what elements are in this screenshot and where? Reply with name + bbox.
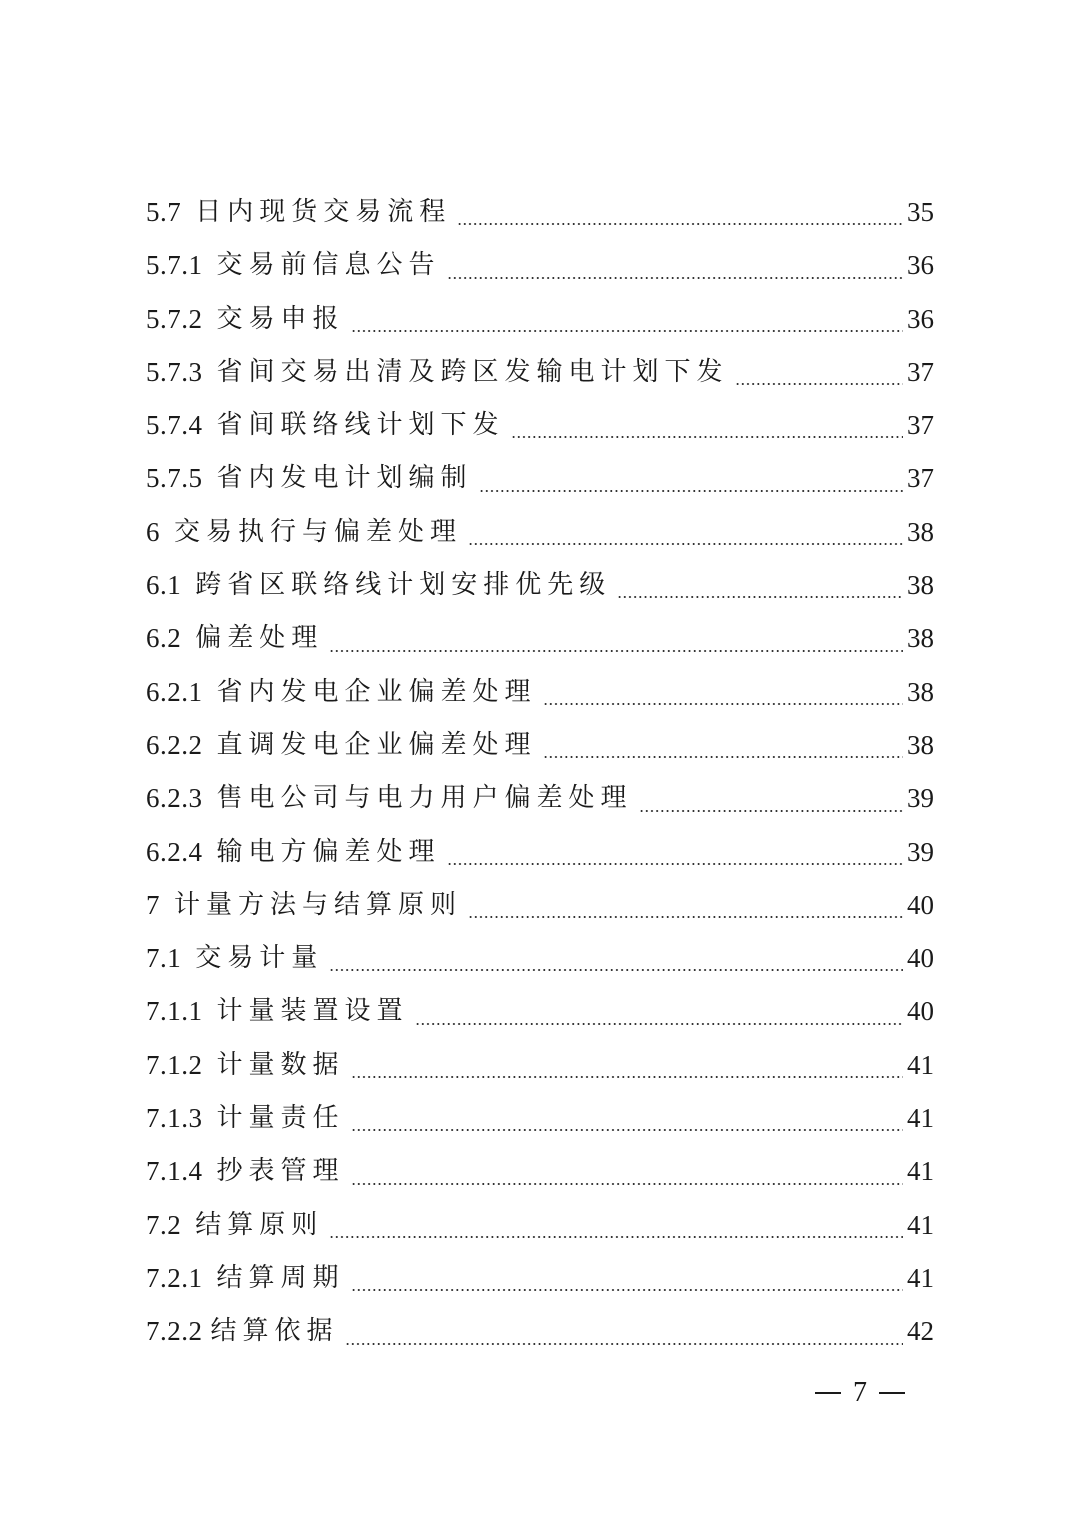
toc-entry[interactable] [146,239,934,292]
em-dash-right [879,1392,905,1394]
toc-entry-title: 交易申报 [216,303,345,334]
toc-entry-page: 41 [907,1262,934,1293]
toc-entry-page: 38 [907,570,934,601]
toc-entry-page: 40 [907,889,934,920]
toc-entry-number: 7.1.2 [146,1049,203,1080]
toc-dot-leader [447,277,903,279]
toc-entry-number: 5.7.1 [146,250,203,281]
toc-entry-page: 37 [907,463,934,494]
toc-entry-number: 7.2.1 [146,1262,203,1293]
toc-entry-title: 计量装置设置 [216,996,409,1027]
toc-entry-number: 7.1 [146,943,182,974]
toc-entry-title: 省间联络线计划下发 [216,410,505,441]
toc-entry-page: 41 [907,1209,934,1240]
toc-dot-leader [479,490,903,492]
toc-entry-number: 6.2 [146,623,182,654]
toc-dot-leader [617,596,903,598]
toc-entry[interactable] [146,985,934,1038]
toc-entry[interactable] [146,879,934,932]
toc-entry-page: 41 [907,1156,934,1187]
toc-entry-page: 40 [907,996,934,1027]
toc-entry[interactable] [146,1145,934,1198]
toc-entry-page: 40 [907,943,934,974]
toc-entry-title: 省间交易出清及跨区发输电计划下发 [216,356,729,387]
toc-dot-leader [415,1023,903,1025]
toc-entry-page: 38 [907,516,934,547]
toc-entry-title: 日内现货交易流程 [195,197,452,227]
toc-dot-leader [511,436,903,438]
toc-entry-number: 7.1.4 [146,1156,203,1187]
toc-entry-number: 7.2 [146,1209,182,1240]
toc-entry[interactable] [146,1092,934,1145]
em-dash-left [815,1392,841,1394]
toc-entry-number: 7.2.2 [146,1316,203,1347]
toc-entry[interactable] [146,1199,934,1252]
toc-dot-leader [329,650,903,652]
toc-entry[interactable] [146,452,934,505]
toc-entry-title: 偏差处理 [195,623,324,654]
toc-entry-page: 36 [907,303,934,334]
toc-entry-page: 36 [907,250,934,281]
toc-entry-number: 5.7.2 [146,303,203,334]
toc-dot-leader [457,223,903,225]
toc-dot-leader [543,703,903,705]
toc-entry-number: 5.7 [146,197,182,227]
toc-dot-leader [345,1343,903,1345]
page-number-footer [800,1373,920,1413]
toc-entry[interactable] [146,772,934,825]
toc-entry-title: 省内发电计划编制 [216,463,473,494]
toc-entry-title: 售电公司与电力用户偏差处理 [216,783,633,814]
toc-entry-page: 37 [907,410,934,441]
toc-dot-leader [543,756,903,758]
toc-entry-number: 6 [146,516,160,547]
toc-entry-title: 计量数据 [216,1049,345,1080]
toc-entry-title: 计量责任 [216,1103,345,1134]
toc-entry-title: 交易执行与偏差处理 [174,516,463,547]
toc-entry-number: 6.2.2 [146,729,203,760]
toc-dot-leader [468,543,903,545]
toc-entry[interactable] [146,559,934,612]
toc-entry[interactable] [146,399,934,452]
toc-entry-title: 结算依据 [210,1316,339,1347]
toc-entry-title: 结算原则 [195,1209,324,1240]
toc-entry[interactable] [146,186,934,239]
toc-dot-leader [351,1129,903,1131]
toc-dot-leader [351,1289,903,1291]
toc-entry-number: 5.7.3 [146,356,203,387]
page-number: 7 [853,1377,867,1408]
toc-dot-leader [329,1236,903,1238]
toc-entry-page: 38 [907,676,934,707]
toc-entry[interactable] [146,1039,934,1092]
toc-entry-page: 41 [907,1103,934,1134]
toc-entry-page: 39 [907,836,934,867]
toc-entry-number: 6.1 [146,570,182,601]
toc-entry[interactable] [146,346,934,399]
toc-entry-page: 41 [907,1049,934,1080]
toc-dot-leader [447,863,903,865]
toc-entry[interactable] [146,666,934,719]
toc-entry-number: 7.1.1 [146,996,203,1027]
toc-entry-number: 6.2.1 [146,676,203,707]
toc-entry-title: 省内发电企业偏差处理 [216,676,537,707]
toc-entry-title: 结算周期 [216,1262,345,1293]
toc-entry-number: 7.1.3 [146,1103,203,1134]
toc-entry-page: 37 [907,356,934,387]
toc-dot-leader [468,916,903,918]
toc-entry-page: 42 [907,1316,934,1347]
table-of-contents [146,186,934,1359]
toc-dot-leader [735,383,903,385]
toc-entry-title: 输电方偏差处理 [216,836,441,867]
toc-entry-number: 6.2.3 [146,783,203,814]
toc-entry-title: 跨省区联络线计划安排优先级 [195,570,612,601]
toc-entry-page: 39 [907,783,934,814]
toc-entry-page: 38 [907,623,934,654]
toc-entry-number: 6.2.4 [146,836,203,867]
toc-dot-leader [351,330,903,332]
toc-entry-number: 5.7.5 [146,463,203,494]
toc-dot-leader [351,1076,903,1078]
toc-entry[interactable] [146,826,934,879]
toc-entry[interactable] [146,932,934,985]
toc-entry[interactable] [146,506,934,559]
toc-entry[interactable] [146,1252,934,1305]
toc-entry-title: 直调发电企业偏差处理 [216,729,537,760]
toc-entry-title: 抄表管理 [216,1156,345,1187]
toc-dot-leader [351,1183,903,1185]
toc-entry-page: 38 [907,729,934,760]
toc-entry-page: 35 [907,197,934,227]
toc-entry[interactable] [146,719,934,772]
toc-dot-leader [329,969,903,971]
toc-entry-number: 5.7.4 [146,410,203,441]
toc-entry-title: 交易前信息公告 [216,250,441,281]
toc-dot-leader [639,810,903,812]
toc-entry[interactable] [146,1305,934,1358]
toc-entry[interactable] [146,293,934,346]
toc-entry[interactable] [146,612,934,665]
toc-entry-title: 交易计量 [195,943,324,974]
toc-entry-title: 计量方法与结算原则 [174,889,463,920]
toc-entry-number: 7 [146,889,160,920]
